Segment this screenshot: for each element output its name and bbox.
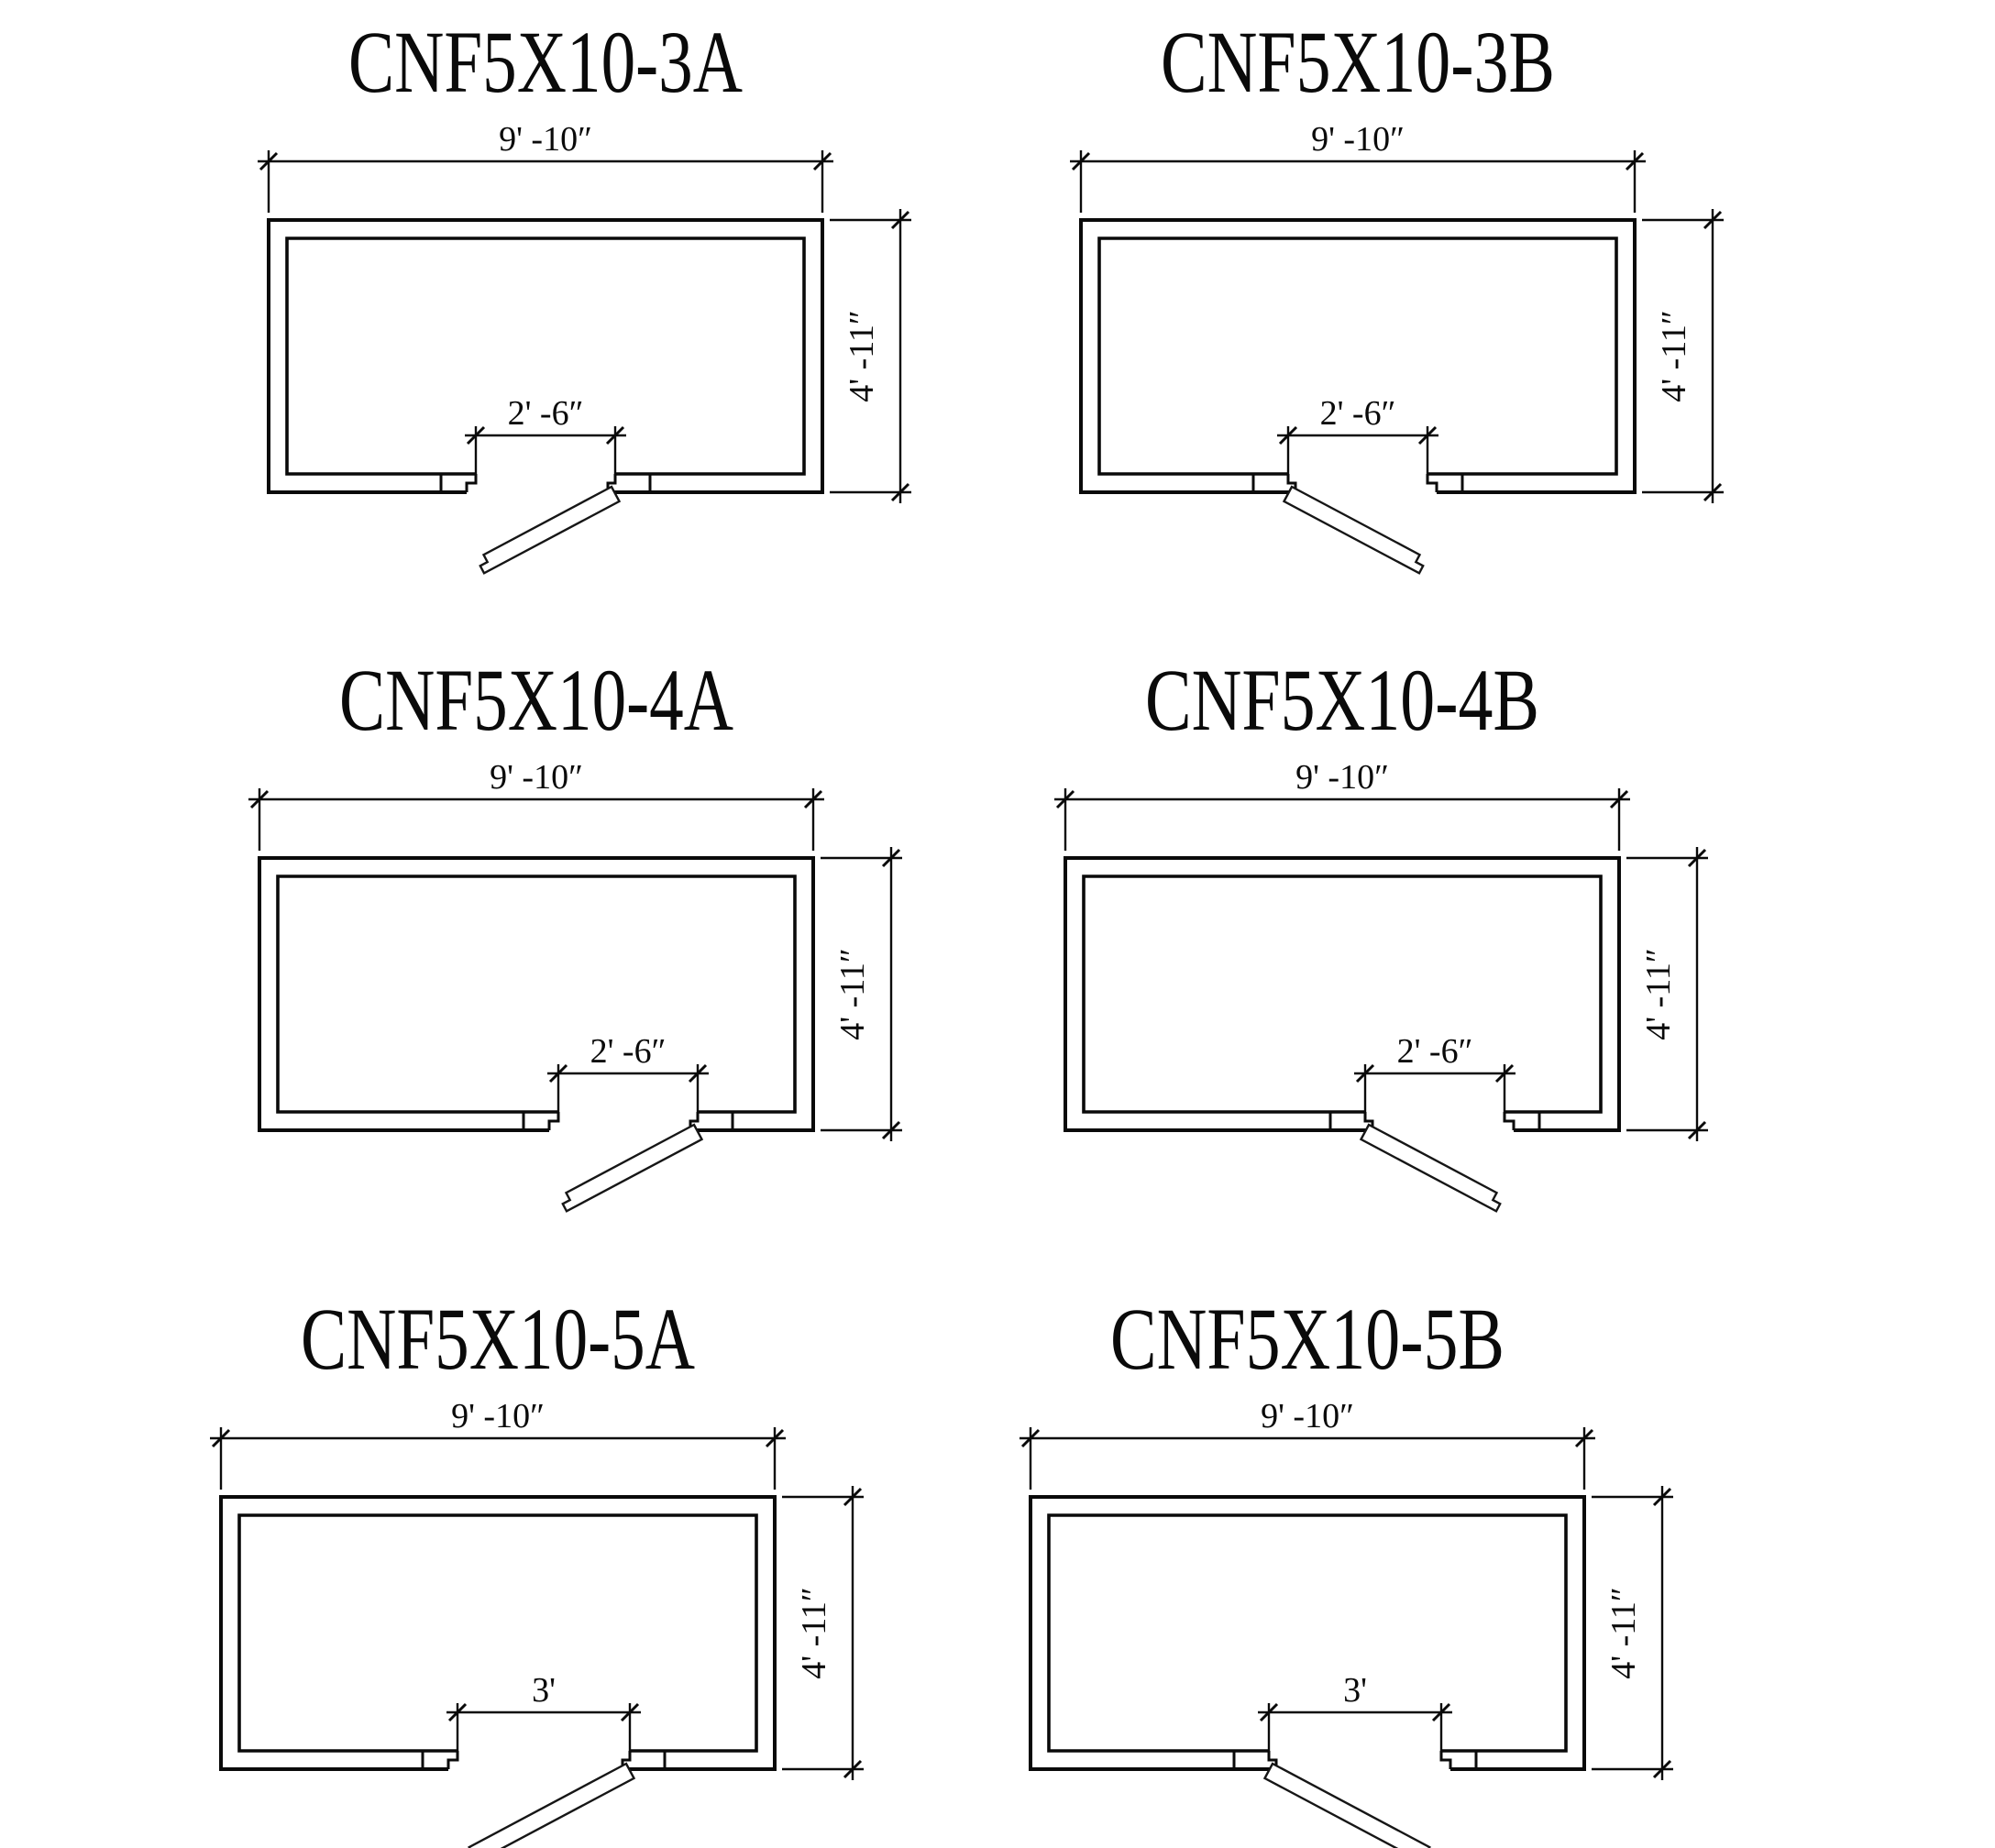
diagram-title: CNF5X10-4B	[1145, 651, 1539, 749]
width-dim-label: 9' -10″	[451, 1397, 545, 1436]
diagram-title: CNF5X10-4A	[339, 651, 733, 749]
door-dim-label: 2' -6″	[590, 1032, 667, 1071]
diagram-title: CNF5X10-5A	[301, 1290, 695, 1388]
inner-wall-outline	[1049, 1515, 1566, 1751]
door-leaf	[1265, 1764, 1434, 1848]
door-leaf	[563, 1125, 702, 1211]
height-dim-label: 4' -11″	[1639, 948, 1678, 1040]
inner-wall-outline	[1084, 876, 1601, 1112]
diagram-cnf5x10-3a	[258, 13, 911, 573]
width-dim-label: 9' -10″	[1311, 120, 1405, 159]
door-dim-label: 2' -6″	[1396, 1032, 1473, 1071]
diagram-cnf5x10-4b	[1054, 651, 1708, 1211]
height-dim-label: 4' -11″	[1604, 1587, 1643, 1679]
door-jamb-right	[1441, 1751, 1450, 1769]
diagram-title: CNF5X10-3B	[1161, 13, 1555, 111]
door-jamb-right	[1427, 474, 1437, 492]
door-jamb-left	[467, 474, 476, 492]
door-leaf	[480, 487, 620, 573]
diagram-cnf5x10-5a	[210, 1290, 864, 1848]
height-dim-label: 4' -11″	[833, 948, 872, 1040]
diagram-cnf5x10-5b	[1020, 1290, 1673, 1848]
inner-wall-outline	[278, 876, 795, 1112]
door-jamb-right	[1505, 1112, 1514, 1130]
door-leaf	[466, 1764, 634, 1848]
diagram-cnf5x10-3b	[1070, 13, 1724, 573]
door-dim-label: 2' -6″	[1319, 394, 1396, 433]
outer-wall-outline	[1031, 1497, 1584, 1769]
door-leaf	[1361, 1125, 1501, 1211]
outer-wall-outline	[1081, 220, 1635, 492]
height-dim-label: 4' -11″	[795, 1587, 833, 1679]
inner-wall-outline	[287, 238, 804, 474]
inner-wall-outline	[1099, 238, 1616, 474]
diagram-cnf5x10-4a	[248, 651, 902, 1211]
width-dim-label: 9' -10″	[1261, 1397, 1354, 1436]
diagram-title: CNF5X10-5B	[1110, 1290, 1505, 1388]
outer-wall-outline	[269, 220, 822, 492]
outer-wall-outline	[221, 1497, 775, 1769]
door-jamb-left	[549, 1112, 558, 1130]
width-dim-label: 9' -10″	[499, 120, 592, 159]
height-dim-label: 4' -11″	[843, 310, 881, 402]
outer-wall-outline	[1065, 858, 1619, 1130]
height-dim-label: 4' -11″	[1655, 310, 1693, 402]
door-dim-label: 3'	[1343, 1671, 1367, 1710]
inner-wall-outline	[239, 1515, 756, 1751]
width-dim-label: 9' -10″	[1295, 758, 1389, 797]
door-dim-label: 3'	[532, 1671, 556, 1710]
door-jamb-left	[448, 1751, 457, 1769]
door-dim-label: 2' -6″	[507, 394, 584, 433]
width-dim-label: 9' -10″	[490, 758, 583, 797]
door-leaf	[1284, 487, 1424, 573]
outer-wall-outline	[259, 858, 813, 1130]
diagram-title: CNF5X10-3A	[348, 13, 743, 111]
